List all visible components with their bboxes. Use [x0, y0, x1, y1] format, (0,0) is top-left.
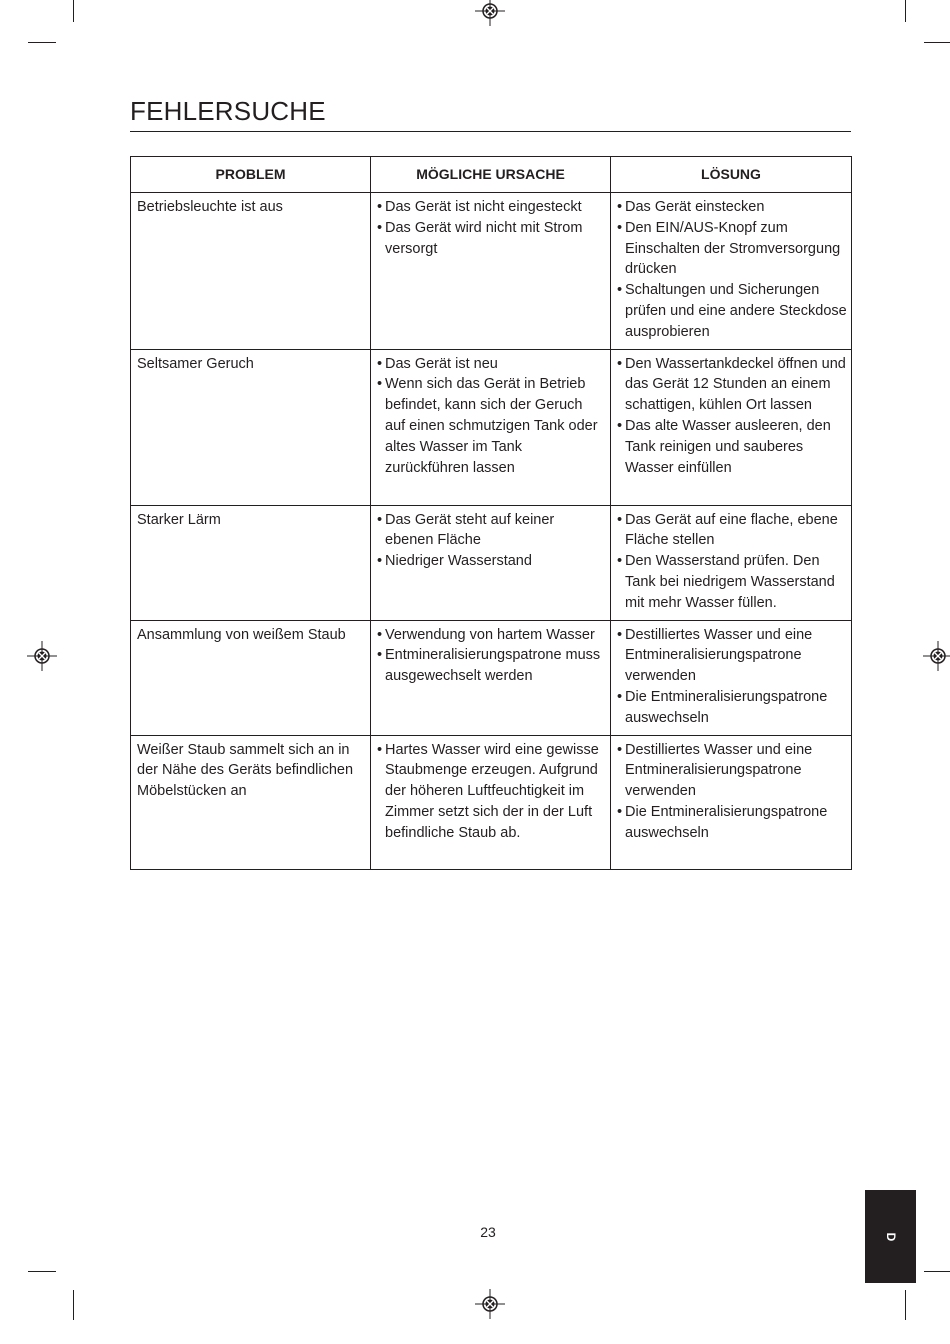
cause-item: • Das Gerät wird nicht mit Strom versorgt — [377, 218, 606, 260]
crop-mark — [924, 1271, 950, 1272]
language-tab — [865, 1190, 916, 1283]
table-row — [131, 193, 852, 350]
troubleshooting-table — [130, 156, 852, 870]
crop-mark — [905, 1290, 906, 1320]
crop-mark — [28, 1271, 56, 1272]
cause-item: • Entmineralisierungspatrone muss ausgewechselt werden — [377, 645, 606, 687]
header-solution: LÖSUNG — [611, 157, 852, 193]
cause-item: • Das Gerät steht auf keiner ebenen Fläche — [377, 510, 606, 552]
cause-item: • Das Gerät ist nicht eingesteckt — [377, 197, 606, 218]
solution-cell — [611, 620, 852, 735]
problem-cell: Ansammlung von weißem Staub — [131, 620, 371, 735]
solution-cell — [611, 193, 852, 350]
crop-mark — [905, 0, 906, 22]
registration-mark-top — [475, 0, 505, 26]
title-rule — [130, 131, 851, 132]
crop-mark — [28, 42, 56, 43]
solution-item: • Schaltungen und Sicherungen prüfen und eine andere Steckdose ausprobieren — [617, 280, 847, 342]
solution-item: • Das alte Wasser ausleeren, den Tank reinigen und sauberes Wasser einfüllen — [617, 416, 847, 478]
cause-item: • Wenn sich das Gerät in Betrieb befindet, kann sich der Geruch auf einen schmutzigen Tank oder altes Wasser im Tank zurückführen lassen — [377, 374, 606, 478]
page-number: 23 — [480, 1224, 496, 1240]
solution-item: • Den Wassertankdeckel öffnen und das Gerät 12 Stunden an einem schattigen, kühlen Ort lassen — [617, 354, 847, 416]
cause-cell — [371, 193, 611, 350]
solution-cell — [611, 505, 852, 620]
solution-item: • Destilliertes Wasser und eine Entmineralisierungspatrone verwenden — [617, 740, 847, 802]
table-row — [131, 349, 852, 505]
solution-item: • Den EIN/AUS-Knopf zum Einschalten der Stromversorgung drücken — [617, 218, 847, 280]
cause-item: • Hartes Wasser wird eine gewisse Staubmenge erzeugen. Aufgrund der höheren Luftfeuchtigkeit im Zimmer setzt sich der in der Luft befindliche Staub ab. — [377, 740, 606, 844]
solution-cell — [611, 349, 852, 505]
cause-cell — [371, 735, 611, 869]
language-tab-label: D — [883, 1232, 898, 1242]
cause-item: • Niedriger Wasserstand — [377, 551, 606, 572]
table-row — [131, 735, 852, 869]
problem-cell: Seltsamer Geruch — [131, 349, 371, 505]
table-row — [131, 505, 852, 620]
page-title: FEHLERSUCHE — [130, 96, 326, 126]
registration-mark-right — [923, 641, 950, 671]
crop-mark — [73, 0, 74, 22]
registration-mark-bottom — [475, 1289, 505, 1319]
table-row — [131, 620, 852, 735]
solution-item: • Destilliertes Wasser und eine Entmineralisierungspatrone verwenden — [617, 625, 847, 687]
solution-item: • Das Gerät einstecken — [617, 197, 847, 218]
problem-cell: Betriebsleuchte ist aus — [131, 193, 371, 350]
header-cause: MÖGLICHE URSACHE — [371, 157, 611, 193]
registration-mark-left — [27, 641, 57, 671]
problem-cell: Starker Lärm — [131, 505, 371, 620]
cause-cell — [371, 620, 611, 735]
solution-item: • Die Entmineralisierungspatrone auswechseln — [617, 687, 847, 729]
cause-cell — [371, 505, 611, 620]
solution-cell — [611, 735, 852, 869]
cause-cell — [371, 349, 611, 505]
header-problem: PROBLEM — [131, 157, 371, 193]
cause-item: • Verwendung von hartem Wasser — [377, 625, 606, 646]
table-header-row — [131, 157, 852, 193]
solution-item: • Die Entmineralisierungspatrone auswechseln — [617, 802, 847, 844]
problem-cell: Weißer Staub sammelt sich an in der Nähe des Geräts befindlichen Möbelstücken an — [131, 735, 371, 869]
solution-item: • Das Gerät auf eine flache, ebene Fläche stellen — [617, 510, 847, 552]
cause-item: • Das Gerät ist neu — [377, 354, 606, 375]
crop-mark — [73, 1290, 74, 1320]
solution-item: • Den Wasserstand prüfen. Den Tank bei niedrigem Wasserstand mit mehr Wasser füllen. — [617, 551, 847, 613]
crop-mark — [924, 42, 950, 43]
